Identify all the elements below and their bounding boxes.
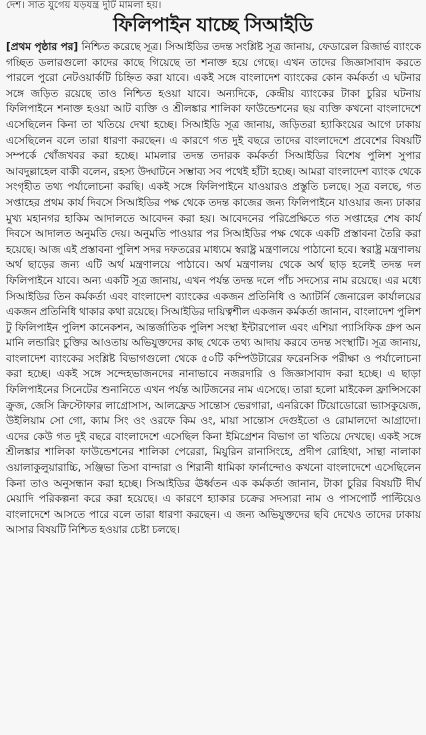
article-body-text: নিশ্চিত করেছে সূত্র। সিআইডির তদন্ত সংশ্লিষ্ট সূত্র জানায়, ফেডারেল রিজার্ভ ব্যাংকে গচ্ছিত ডলারগুলো কাদের কাছে গিয়েছে তা শনাক্ত হয়ে গেছে। এখন তাদের জিজ্ঞাসাবাদ করতে পারলে পুরো নেটওয়ার্কটি চিহ্নিত করা যাবে। একই সঙ্গে বাংলাদেশ ব্যাংকের কোন কর্মকর্তা এ ঘটনার সঙ্গে জড়িত রয়েছে তাও নিশ্চিত হওয়া যাবে। অন্যদিকে, কেন্দ্রীয় ব্যাংকের টাকা চুরির ঘটনায় ফিলিপাইনে শনাক্ত হওয়া আট ব্যক্তি ও শ্রীলঙ্কার শালিকা ফাউন্ডেশনের ছয় ব্যক্তি কখনো বাংলাদেশে এসেছিলেন কিনা তা খতিয়ে দেখা হচ্ছে। সিআইডি সূত্র জানায়, জড়িতরা হ্যাকিংয়ের আগে ঢাকায় এসেছিলেন বলে তারা ধারণা করছেন। এ কারণে গত দুই বছরে তাদের বাংলাদেশে প্রবেশের বিষয়টি সম্পর্কে খোঁজখবর করা হচ্ছে। মামলার তদন্ত তদারক কর্মকর্তা সিআইডির বিশেষ পুলিশ সুপার আবদুল্লাহেল বাকী বলেন, রহস্য উদ্ঘাটনে সম্ভাব্য সব পথেই হাঁটা হচ্ছে। আমরা বাংলাদেশ ব্যাংক থেকে সংগৃহীত তথ্য পর্যালোচনা করছি। একই সঙ্গে ফিলিপাইনে যাওয়ারও প্রস্তুতি চলছে। সূত্র বলছে, গত সপ্তাহের প্রথম কার্য দিবসে সিআইডির পক্ষ থেকে তদন্ত কাজের জন্য ফিলিপাইনে যাওয়ার জন্য ঢাকার মুখ্য মহানগর হাকিম আদালতে আবেদন করা হয়। আবেদনের পরিপ্রেক্ষিতে গত সপ্তাহের শেষ কার্য দিবসে আদালত অনুমতি দেয়। অনুমতি পাওয়ার পর সিআইডির পক্ষ থেকে একটি প্রস্তাবনা তৈরি করা হয়েছে। আজ এই প্রস্তাবনা পুলিশ সদর দফতরের মাধ্যমে স্বরাষ্ট্র মন্ত্রণালয়ে পাঠানো হবে। স্বরাষ্ট্র মন্ত্রণালয় অর্থ ছাড়ের জন্য এটি অর্থ মন্ত্রণালয়ে পাঠাবে। অর্থ মন্ত্রণালয় থেকে অর্থ ছাড় হলেই তদন্ত দল ফিলিপাইনে যাবে। অন্য একটি সূত্র জানায়, এখন পর্যন্ত তদন্ত দলে পাঁচ সদস্যের নাম রয়েছে। এর মধ্যে সিআইডির তিন কর্মকর্তা এবং বাংলাদেশ ব্যাংকের একজন প্রতিনিধি ও অ্যাটর্নি জেনারেল কার্যালয়ের একজন প্রতিনিধি থাকার কথা রয়েছে। সিআইডির দায়িত্বশীল একজন কর্মকর্তা জানান, বাংলাদেশ পুলিশ টু ফিলিপাইন পুলিশ কানেকশন, আন্তর্জাতিক পুলিশ সংস্থা ইন্টারপোল এবং এশিয়া প্যাসিফিক গ্রুপ অন মানি লন্ডারিং চুক্তির আওতায় অভিযুক্তদের কাছ থেকে তথ্য আদায় করবে তদন্ত সংস্থাটি। সূত্র জানায়, বাংলাদেশ ব্যাংকের সংশ্লিষ্ট বিভাগগুলো থেকে ৫০টি কম্পিউটারের ফরেনসিক পরীক্ষা ও পর্যালোচনা করা হচ্ছে। একই সঙ্গে সন্দেহভাজনদের নানাভাবে নজরদারি ও জিজ্ঞাসাবাদ করা হচ্ছে। এ ছাড়া ফিলিপাইনের সিনেটের শুনানিতে এখন পর্যন্ত আটজনের নাম এসেছে। তারা হলো মাইকেল ফ্রান্সিসকো ক্রুজ, জেসি ক্রিস্টোফার লাগ্রোসাস, আলফ্রেড সান্তোস ভেরগারা, এনরিকো টিয়োডোরো ভ্যাসকুয়েজ, উইলিয়াম সো গো, ক্যাম সিং ওং ওরফে কিম ওং, মায়া সান্তোস দেগুইতো ও রোমালদো আগ্রাদো। এদের কেউ গত দুই বছরে বাংলাদেশে এসেছিল কিনা ইমিগ্রেশন বিভাগ তা খতিয়ে দেখছে। একই সঙ্গে শ্রীলঙ্কার শালিকা ফাউন্ডেশনের শালিকা পেরেরা, মিয়ুরিন রানাসিংহে, প্রদীপ রোহিথা, সান্থা নালাকা ওয়ালাকুলুয়ারাচ্চি, সঞ্জিভা তিসা বান্দারা ও শিরানী ধামিকা ফার্নান্দোও কখনো বাংলাদেশে এসেছিলেন কিনা তাও অনুসন্ধান করা হচ্ছে। সিআইডির ঊর্ধ্বতন এক কর্মকর্তা জানান, টাকা চুরির বিষয়টি দীর্ঘ মেয়াদি পরিকল্পনা করে করা হয়েছে। এ কারণে হ্যাকার চক্রের সদস্যরা নাম ও পাসপোর্ট পাল্টিয়েও বাংলাদেশে আসতে পারে বলে তারা ধারণা করছেন। এ জন্য অভিযুক্তদের ছবি দেখেও তাদের ঢাকায় আসার বিষয়টি নিশ্চিত হওয়ার চেষ্টা চলছে। bbox=[6, 41, 421, 537]
continued-from-label: [প্রথম পৃষ্ঠার পর] bbox=[6, 41, 82, 53]
article-headline: ফিলিপাইন যাচ্ছে সিআইডি bbox=[113, 14, 313, 36]
previous-article-tail: দেশ। সাত যুগেয় যড়যন্ত্র দুটি মামলা হয়। bbox=[6, 0, 162, 11]
article-body bbox=[0, 40, 426, 539]
